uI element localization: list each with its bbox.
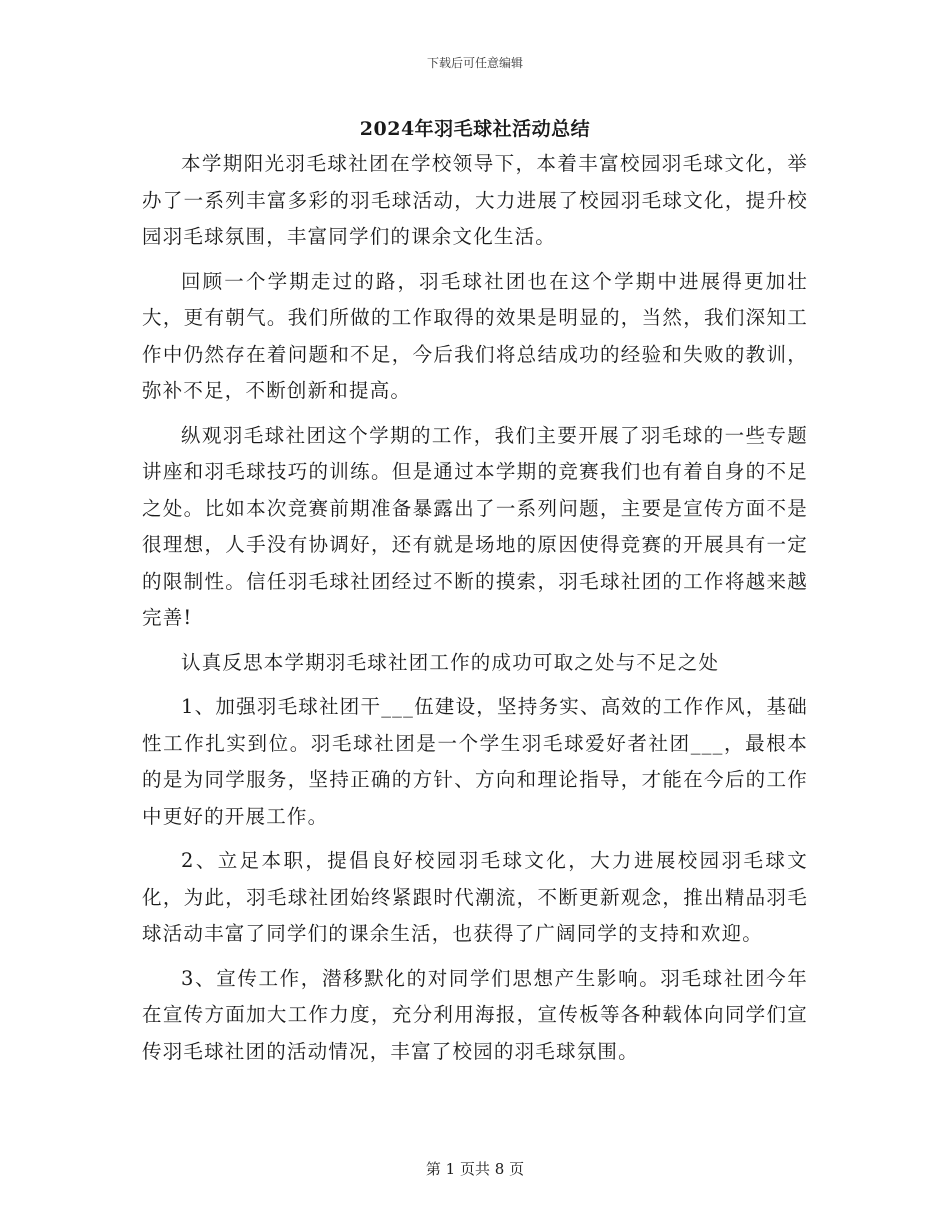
paragraph-overview: 纵观羽毛球社团这个学期的工作，我们主要开展了羽毛球的一些专题讲座和羽毛球技巧的训练。但是通过本学期的竞赛我们也有着自身的不足之处。比如本次竞赛前期准备暴露出了一系列问题，主要是宣传方面不是很理想，人手没有协调好，还有就是场地的原因使得竞赛的开展具有一定的限制性。信任羽毛球社团经过不断的摸索，羽毛球社团的工作将越来越完善! — [142, 423, 808, 629]
paragraph-point-1: 1、加强羽毛球社团干___伍建设，坚持务实、高效的工作作风，基础性工作扎实到位。羽毛球社团是一个学生羽毛球爱好者社团___，最根本的是为同学服务，坚持正确的方针、方向和理论指导，才能在今后的工作中更好的开展工作。 — [142, 695, 808, 828]
page-number: 第 1 页共 8 页 — [425, 1160, 525, 1178]
paragraph-intro: 本学期阳光羽毛球社团在学校领导下，本着丰富校园羽毛球文化，举办了一系列丰富多彩的羽毛球活动，大力进展了校园羽毛球文化，提升校园羽毛球氛围，丰富同学们的课余文化生活。 — [142, 152, 808, 248]
header-note: 下载后可任意编辑 — [426, 56, 523, 70]
paragraph-review: 回顾一个学期走过的路，羽毛球社团也在这个学期中进展得更加壮大，更有朝气。我们所做的工作取得的效果是明显的，当然，我们深知工作中仍然存在着问题和不足，今后我们将总结成功的经验和失败的教训，弥补不足，不断创新和提高。 — [142, 269, 808, 402]
document-body — [142, 146, 808, 1078]
paragraph-reflection-heading: 认真反思本学期羽毛球社团工作的成功可取之处与不足之处 — [181, 650, 720, 674]
document-title: 2024年羽毛球社活动总结 — [359, 118, 591, 140]
paragraph-point-2: 2、立足本职，提倡良好校园羽毛球文化，大力进展校园羽毛球文化，为此，羽毛球社团始终紧跟时代潮流，不断更新观念，推出精品羽毛球活动丰富了同学们的课余生活，也获得了广阔同学的支持和欢迎。 — [142, 849, 808, 945]
paragraph-point-3: 3、宣传工作，潜移默化的对同学们思想产生影响。羽毛球社团今年在宣传方面加大工作力度，充分利用海报，宣传板等各种载体向同学们宣传羽毛球社团的活动情况，丰富了校园的羽毛球氛围。 — [142, 966, 808, 1063]
